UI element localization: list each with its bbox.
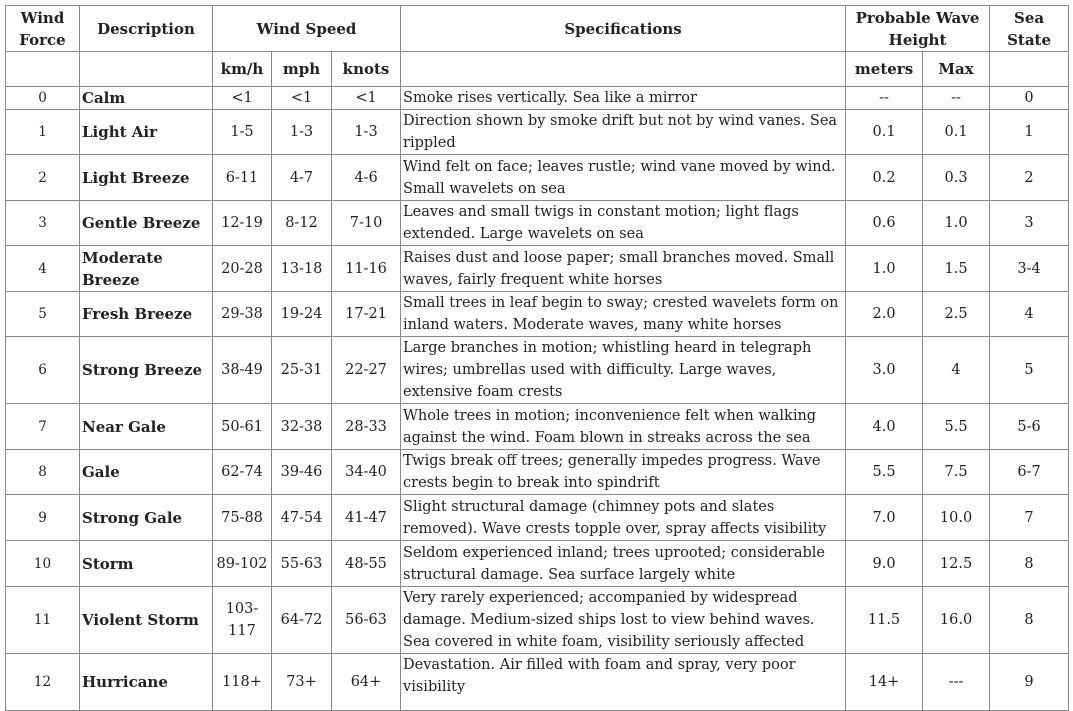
cell-wave-max: 5.5 [923, 404, 990, 450]
cell-wave-meters: -- [846, 87, 923, 110]
cell-mph: 32-38 [272, 404, 332, 450]
cell-description: Near Gale [80, 404, 213, 450]
cell-specifications: Smoke rises vertically. Sea like a mirror [401, 87, 846, 110]
cell-description: Hurricane [80, 654, 213, 711]
header-sea-state: Sea State [990, 6, 1069, 52]
cell-knots: 17-21 [332, 292, 401, 337]
cell-mph: 55-63 [272, 541, 332, 587]
cell-wind-force: 3 [6, 201, 80, 246]
header-blank-sea-state [990, 52, 1069, 87]
cell-mph: 25-31 [272, 337, 332, 404]
cell-sea-state: 4 [990, 292, 1069, 337]
header-row-units [6, 52, 1069, 87]
table-row [6, 541, 1069, 587]
cell-wave-meters: 11.5 [846, 587, 923, 654]
header-max: Max [923, 52, 990, 87]
cell-knots: 48-55 [332, 541, 401, 587]
cell-wave-max: 1.0 [923, 201, 990, 246]
cell-wave-meters: 9.0 [846, 541, 923, 587]
cell-kmh: 89-102 [213, 541, 272, 587]
cell-wind-force: 2 [6, 155, 80, 201]
header-specifications: Specifications [401, 6, 846, 52]
cell-description: Gentle Breeze [80, 201, 213, 246]
cell-wind-force: 9 [6, 495, 80, 541]
cell-specifications: Seldom experienced inland; trees uprooted; considerable structural damage. Sea surface largely white [401, 541, 846, 587]
cell-specifications: Leaves and small twigs in constant motion; light flags extended. Large wavelets on sea [401, 201, 846, 246]
cell-knots: 11-16 [332, 246, 401, 292]
table-row [6, 292, 1069, 337]
cell-description: Light Breeze [80, 155, 213, 201]
cell-mph: 47-54 [272, 495, 332, 541]
cell-mph: 8-12 [272, 201, 332, 246]
cell-sea-state: 7 [990, 495, 1069, 541]
cell-kmh: 118+ [213, 654, 272, 711]
cell-wave-meters: 3.0 [846, 337, 923, 404]
table-row [6, 404, 1069, 450]
cell-sea-state: 3-4 [990, 246, 1069, 292]
cell-specifications: Slight structural damage (chimney pots and slates removed). Wave crests topple over, spray affects visibility [401, 495, 846, 541]
cell-knots: 22-27 [332, 337, 401, 404]
header-wind-force: Wind Force [6, 6, 80, 52]
cell-kmh: 75-88 [213, 495, 272, 541]
cell-specifications: Raises dust and loose paper; small branches moved. Small waves, fairly frequent white horses [401, 246, 846, 292]
cell-specifications: Small trees in leaf begin to sway; crested wavelets form on inland waters. Moderate waves, many white horses [401, 292, 846, 337]
cell-wind-force: 10 [6, 541, 80, 587]
cell-wave-meters: 1.0 [846, 246, 923, 292]
header-kmh: km/h [213, 52, 272, 87]
cell-knots: 1-3 [332, 110, 401, 155]
cell-kmh: 1-5 [213, 110, 272, 155]
cell-description: Moderate Breeze [80, 246, 213, 292]
cell-kmh: 29-38 [213, 292, 272, 337]
cell-wind-force: 4 [6, 246, 80, 292]
cell-wave-max: 1.5 [923, 246, 990, 292]
header-probable-wave-height: Probable Wave Height [846, 6, 990, 52]
cell-knots: 4-6 [332, 155, 401, 201]
cell-kmh: <1 [213, 87, 272, 110]
cell-kmh: 50-61 [213, 404, 272, 450]
cell-specifications: Large branches in motion; whistling heard in telegraph wires; umbrellas used with difficulty. Large waves, extensive foam crests [401, 337, 846, 404]
cell-wave-meters: 5.5 [846, 450, 923, 495]
cell-knots: <1 [332, 87, 401, 110]
table-row [6, 246, 1069, 292]
cell-description: Strong Gale [80, 495, 213, 541]
cell-sea-state: 1 [990, 110, 1069, 155]
table-row [6, 337, 1069, 404]
table-row [6, 110, 1069, 155]
cell-wave-meters: 0.2 [846, 155, 923, 201]
cell-wave-meters: 2.0 [846, 292, 923, 337]
cell-wind-force: 8 [6, 450, 80, 495]
header-mph: mph [272, 52, 332, 87]
cell-mph: 1-3 [272, 110, 332, 155]
cell-description: Calm [80, 87, 213, 110]
cell-wave-max: 0.3 [923, 155, 990, 201]
cell-wind-force: 12 [6, 654, 80, 711]
cell-wave-meters: 0.1 [846, 110, 923, 155]
cell-knots: 64+ [332, 654, 401, 711]
cell-sea-state: 8 [990, 541, 1069, 587]
cell-wave-meters: 0.6 [846, 201, 923, 246]
cell-mph: 73+ [272, 654, 332, 711]
header-meters: meters [846, 52, 923, 87]
header-row-main [6, 6, 1069, 52]
cell-sea-state: 6-7 [990, 450, 1069, 495]
cell-wave-max: 16.0 [923, 587, 990, 654]
cell-sea-state: 2 [990, 155, 1069, 201]
cell-mph: 13-18 [272, 246, 332, 292]
cell-specifications: Very rarely experienced; accompanied by widespread damage. Medium-sized ships lost to view behind waves. Sea covered in white foam, visibility seriously affected [401, 587, 846, 654]
cell-knots: 34-40 [332, 450, 401, 495]
beaufort-scale-table [5, 5, 1069, 711]
cell-kmh: 62-74 [213, 450, 272, 495]
cell-mph: 39-46 [272, 450, 332, 495]
cell-specifications: Twigs break off trees; generally impedes progress. Wave crests begin to break into spindrift [401, 450, 846, 495]
table-row [6, 587, 1069, 654]
cell-knots: 28-33 [332, 404, 401, 450]
cell-sea-state: 5-6 [990, 404, 1069, 450]
cell-sea-state: 0 [990, 87, 1069, 110]
cell-mph: 19-24 [272, 292, 332, 337]
table-row [6, 155, 1069, 201]
cell-description: Fresh Breeze [80, 292, 213, 337]
header-description: Description [80, 6, 213, 52]
cell-wave-max: 10.0 [923, 495, 990, 541]
cell-wind-force: 0 [6, 87, 80, 110]
cell-wind-force: 11 [6, 587, 80, 654]
cell-sea-state: 5 [990, 337, 1069, 404]
cell-kmh: 20-28 [213, 246, 272, 292]
cell-wave-meters: 14+ [846, 654, 923, 711]
header-knots: knots [332, 52, 401, 87]
cell-kmh: 103-117 [213, 587, 272, 654]
cell-kmh: 12-19 [213, 201, 272, 246]
cell-description: Violent Storm [80, 587, 213, 654]
cell-wind-force: 1 [6, 110, 80, 155]
header-blank-force [6, 52, 80, 87]
cell-knots: 7-10 [332, 201, 401, 246]
table-row [6, 201, 1069, 246]
cell-wave-max: 4 [923, 337, 990, 404]
table-row [6, 87, 1069, 110]
cell-description: Strong Breeze [80, 337, 213, 404]
cell-mph: <1 [272, 87, 332, 110]
cell-wave-max: 2.5 [923, 292, 990, 337]
cell-sea-state: 9 [990, 654, 1069, 711]
cell-wave-max: 12.5 [923, 541, 990, 587]
cell-description: Gale [80, 450, 213, 495]
cell-specifications: Whole trees in motion; inconvenience felt when walking against the wind. Foam blown in streaks across the sea [401, 404, 846, 450]
table-body [6, 87, 1069, 711]
cell-wave-max: 7.5 [923, 450, 990, 495]
cell-specifications: Direction shown by smoke drift but not by wind vanes. Sea rippled [401, 110, 846, 155]
cell-mph: 64-72 [272, 587, 332, 654]
cell-wind-force: 7 [6, 404, 80, 450]
cell-wave-max: 0.1 [923, 110, 990, 155]
cell-wave-max: -- [923, 87, 990, 110]
cell-wind-force: 5 [6, 292, 80, 337]
cell-wave-meters: 4.0 [846, 404, 923, 450]
header-blank-specifications [401, 52, 846, 87]
cell-sea-state: 8 [990, 587, 1069, 654]
cell-specifications: Devastation. Air filled with foam and spray, very poor visibility [401, 654, 846, 711]
cell-knots: 41-47 [332, 495, 401, 541]
header-blank-description [80, 52, 213, 87]
cell-knots: 56-63 [332, 587, 401, 654]
cell-wave-max: --- [923, 654, 990, 711]
cell-wave-meters: 7.0 [846, 495, 923, 541]
table-row [6, 495, 1069, 541]
cell-specifications: Wind felt on face; leaves rustle; wind vane moved by wind. Small wavelets on sea [401, 155, 846, 201]
header-wind-speed: Wind Speed [213, 6, 401, 52]
table-header [6, 6, 1069, 87]
cell-description: Light Air [80, 110, 213, 155]
cell-kmh: 6-11 [213, 155, 272, 201]
table-row [6, 450, 1069, 495]
cell-mph: 4-7 [272, 155, 332, 201]
cell-sea-state: 3 [990, 201, 1069, 246]
cell-kmh: 38-49 [213, 337, 272, 404]
cell-description: Storm [80, 541, 213, 587]
table-row [6, 654, 1069, 711]
cell-wind-force: 6 [6, 337, 80, 404]
